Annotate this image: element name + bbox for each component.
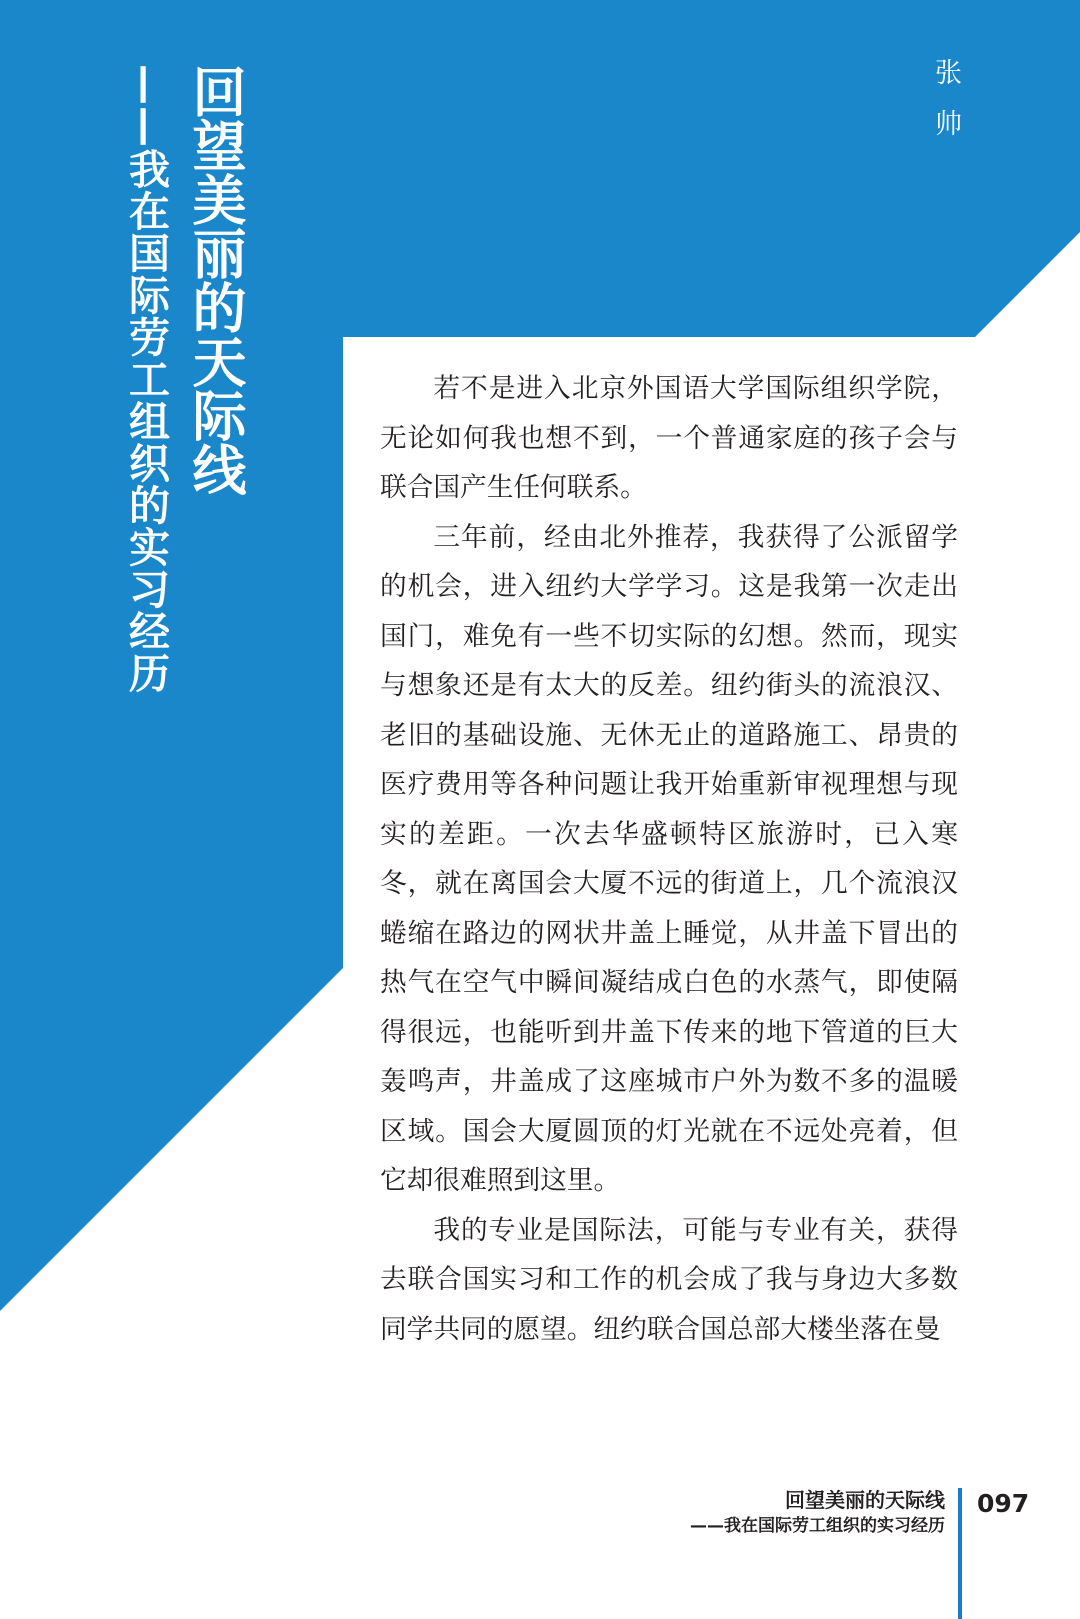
footer-divider — [958, 1488, 962, 1619]
footer-subtitle: ——我在国际劳工组织的实习经历 — [690, 1516, 945, 1536]
paragraph-2: 三年前，经由北外推荐，我获得了公派留学的机会，进入纽约大学学习。这是我第一次走出国门，难免有一些不切实际的幻想。然而，现实与想象还是有太大的反差。纽约街头的流浪汉、老旧的基础设施、无休无止的道路施工、昂贵的医疗费用等各种问题让我开始重新审视理想与现实的差距。一次去华盛顿特区旅游时，已入寒冬，就在离国会大厦不远的街道上，几个流浪汉蜷缩在路边的网状井盖上睡觉，从井盖下冒出的热气在空气中瞬间凝结成白色的水蒸气，即使隔得很远，也能听到井盖下传来的地下管道的巨大轰鸣声，井盖成了这座城市户外为数不多的温暖区域。国会大厦圆顶的灯光就在不远处亮着，但它却很难照到这里。 — [380, 521, 958, 1196]
paragraph-1: 若不是进入北京外国语大学国际组织学院，无论如何我也想不到，一个普通家庭的孩子会与联合国产生任何联系。 — [380, 373, 958, 503]
running-footer — [690, 1487, 945, 1538]
chapter-subtitle: ——我在国际劳工组织的实习经历 — [122, 64, 170, 694]
article-body — [380, 364, 958, 1354]
chapter-title: 回望美丽的天际线 — [184, 64, 247, 496]
author-name: 张帅 — [930, 58, 961, 160]
page-number: 097 — [977, 1489, 1030, 1518]
paragraph-3: 我的专业是国际法，可能与专业有关，获得去联合国实习和工作的机会成了我与身边大多数同学共同的愿望。纽约联合国总部大楼坐落在曼 — [380, 1214, 958, 1345]
footer-title: 回望美丽的天际线 — [785, 1488, 945, 1512]
